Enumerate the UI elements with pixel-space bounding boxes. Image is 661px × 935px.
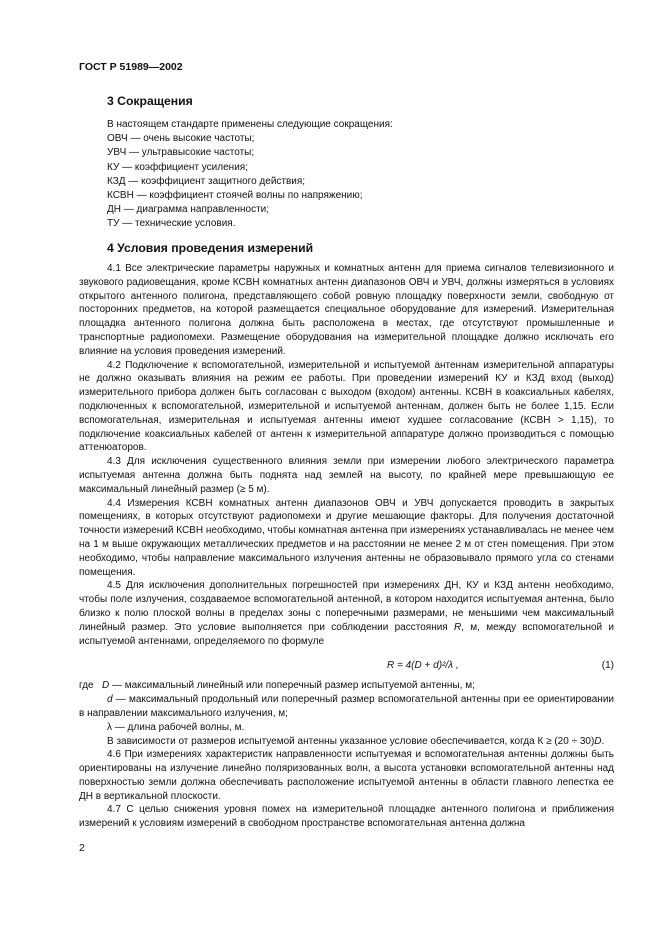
formula-1 [79,652,614,679]
paragraph-4-3: 4.3 Для исключения существенного влияния земли при измерении любого электрического параметра испытуемая антенна должна быть поднята над землей на высоту, по крайней мере превышающую ее максимальный линейный размер (≥ 5 м). [79,456,614,495]
legend-d-upper [79,679,614,693]
list-item: ТУ — технические условия. [107,218,236,230]
list-item: КСВН — коэффициент стоячей волны по напряжению; [107,190,363,202]
list-item: КЗД — коэффициент защитного действия; [107,175,306,187]
list-item: ДН — диаграмма направленности; [107,204,270,216]
legend-lambda: λ — длина рабочей волны, м. [107,721,245,733]
paragraph-4-5 [79,579,614,648]
abbreviations-list [107,118,617,232]
abbreviations-intro: В настоящем стандарте применены следующие сокращения: [107,119,393,130]
paragraph-4-7: 4.7 С целью снижения уровня помех на измерительной площадке антенного полигона и приближения измерений к условиям измерений в свободном пространстве вспомогательная антенна должна [79,804,614,830]
symbol-r: R [454,621,462,633]
legend-d-lower-text: — максимальный продольный или поперечный размер вспомогательной антенны при ее ориентировании в направлении максимального излучения, м; [79,694,614,719]
legend-d-lower [79,693,614,721]
where-label: где [79,680,94,692]
symbol-d-upper: D [594,735,602,747]
paragraph-dependence [79,735,614,749]
paragraph-4-1: 4.1 Все электрические параметры наружных и комнатных антенн для приема сигналов телевизионного и звукового радиовещания, кроме КСВН комнатных антенн диапазонов ОВЧ и УВЧ, должны измеряться в условиях открытого антенного полигона, представляющего собой ровную площадку поверхности земли, свободную от посторонних предметов, на которой размещается специальное оборудование для измерений. Измерительная площадка антенного полигона должна быть расположена в местах, где отсутствуют промышленные и транспортные радиопомехи. Размещение оборудования на измерительной площадке должно исключать его влияние на условия проведения измерений. [79,263,614,357]
paragraph-4-2: 4.2 Подключение к вспомогательной, измерительной и испытуемой антеннам измерительной аппаратуры не должно оказывать влияния на режим ее работы. При проведении измерений КУ и КЗД вход (выход) измерительного прибора должен быть согласован с выходом (входом) антенны. КСВН в коаксиальных кабелях, подключенных к вспомогательной, измерительной и испытуемой антеннам, должен быть не более 1,15. Если вспомогательная, измерительная и испытуемая антенны имеют худшее согласование (КСВН > 1,15), то подключение коаксиальных кабелей от антенн к измерительной аппаратуре должно производиться с помощью аттенюаторов. [79,359,614,454]
legend-d-upper-text: — максимальный линейный или поперечный размер испытуемой антенны, м; [109,680,475,692]
paragraph-4-4: 4.4 Измерения КСВН комнатных антенн диапазонов ОВЧ и УВЧ допускается проводить в закрытых помещениях, в которых отсутствуют радиопомехи и другие мешающие факторы. Для получения достаточной точности измерений КСВН необходимо, чтобы комнатная антенна при измерениях устанавливалась не менее чем на 1 м выше окружающих металлических предметов и на расстоянии не менее 2 м от стен помещения. При этом необходимо, чтобы направление максимального излучения антенны не образовывало прямого угла со стенами помещения. [79,497,615,578]
paragraph-4-5-text-end: , м, между вспомогательной и испытуемой антеннами, определяемого по формуле [79,621,614,647]
section-4-title: 4 Условия проведения измерений [107,241,314,255]
list-item: УВЧ — ультравысокие частоты; [107,147,255,159]
symbol-d-upper: D [101,680,110,692]
paragraph-4-5-text: 4.5 Для исключения дополнительных погрешностей при измерениях ДН, КУ и КЗД антенн необходимо, чтобы поле излучения, создаваемое вспомогательной антенной, в котором находится испытуемая антенна, было близко к полю плоской волны в пределах зоны с поперечными размерами, не меньшими чем максимальный линейный размер. Это условие выполняется при соблюдении расстояния [79,580,614,633]
section-4-body [79,262,614,831]
list-item: КУ — коэффициент усиления; [107,161,248,173]
paragraph-dependence-text: В зависимости от размеров испытуемой антенны указанное условие обеспечивается, когда К ≥ (20 ÷ 30) [107,735,595,747]
standard-header: ГОСТ Р 51989—2002 [79,61,183,73]
symbol-d-lower: d [107,694,113,706]
paragraph-dependence-end: . [601,735,605,747]
paragraph-4-6: 4.6 При измерениях характеристик направленности испытуемая и вспомогательная антенны должны быть ориентированы на излучение линейно поляризованных волн, а высота установки вспомогательной антенны над поверхностью земли должна обеспечивать расположение испытуемой антенны в области главного лепестка ее ДН в вертикальной плоскости. [79,749,614,802]
section-3-title: 3 Сокращения [107,94,193,108]
formula-number: (1) [601,660,614,672]
formula-expression: R = 4(D + d)²/λ , [387,660,459,672]
page-number: 2 [79,842,85,854]
formula-legend [79,679,614,734]
list-item: ОВЧ — очень высокие частоты; [107,133,255,145]
